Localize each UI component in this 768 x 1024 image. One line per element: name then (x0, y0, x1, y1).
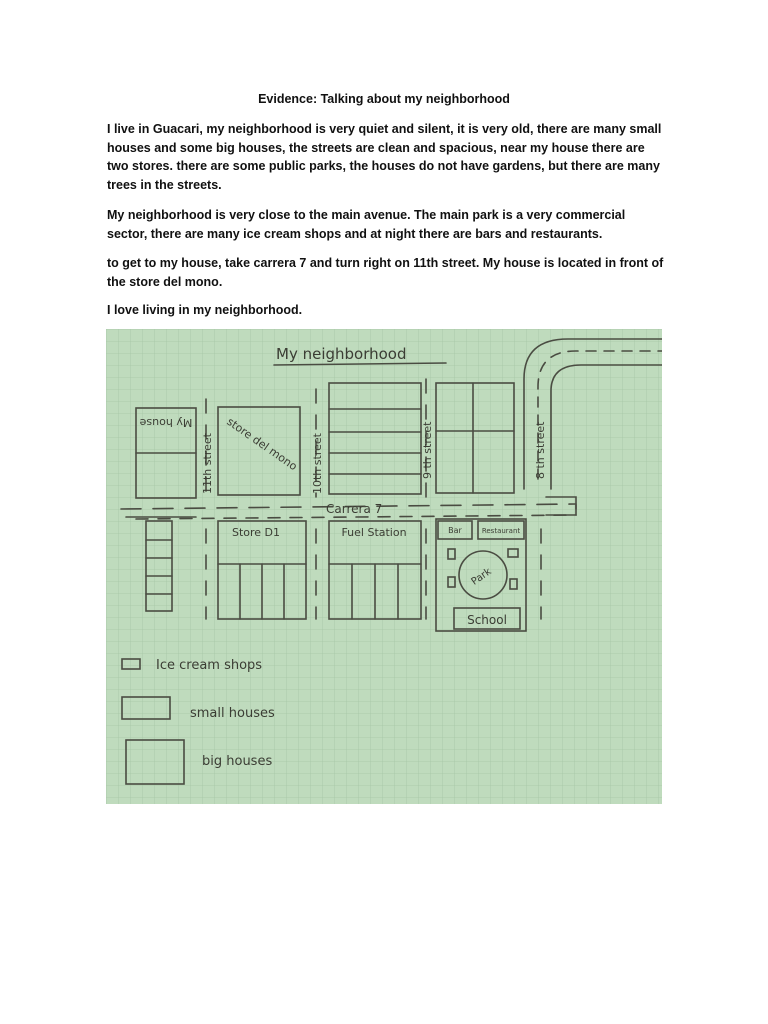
page-title: Evidence: Talking about my neighborhood (258, 92, 510, 106)
label-store-del-mono: store del mono (224, 415, 300, 474)
label-my-house: My house (139, 416, 193, 429)
label-8th-street: 8 th street (534, 421, 547, 479)
grid-paper (106, 329, 662, 804)
hand-drawn-map (106, 329, 662, 804)
paragraph-closing: I love living in my neighborhood. (107, 303, 303, 317)
legend-ice-cream-label: Ice cream shops (156, 658, 263, 673)
label-10th-street: 10th street (311, 433, 324, 494)
paragraph-directions: to get to my house, take carrera 7 and turn right on 11th street. My house is located in front of the store del mono. (107, 256, 664, 289)
label-restaurant: Restaurant (481, 527, 521, 535)
neighborhood-map-photo (106, 329, 662, 804)
label-carrera-7: Carrera 7 (326, 502, 383, 516)
label-store-d1: Store D1 (231, 526, 281, 539)
label-park: Park (469, 566, 494, 588)
label-11th-street: 11th street (201, 433, 214, 494)
map-title: My neighborhood (276, 345, 407, 363)
legend-small-houses-label: small houses (190, 706, 275, 721)
legend-big-houses-label: big houses (202, 754, 273, 769)
label-9th-street: 9 th street (421, 421, 434, 479)
paragraph-avenue: My neighborhood is very close to the main avenue. The main park is a very commercial sector, there are many ice cream shops and at night there are bars and restaurants. (107, 208, 626, 241)
paragraph-intro: I live in Guacari, my neighborhood is very quiet and silent, it is very old, there are many small houses and some big houses, the streets are clean and spacious, near my house there are two stores. there are some public parks, the houses do not have gardens, but there are many trees in the streets. (107, 122, 662, 192)
label-school: School (467, 613, 507, 627)
label-bar: Bar (448, 526, 462, 535)
label-fuel-station: Fuel Station (341, 526, 407, 539)
